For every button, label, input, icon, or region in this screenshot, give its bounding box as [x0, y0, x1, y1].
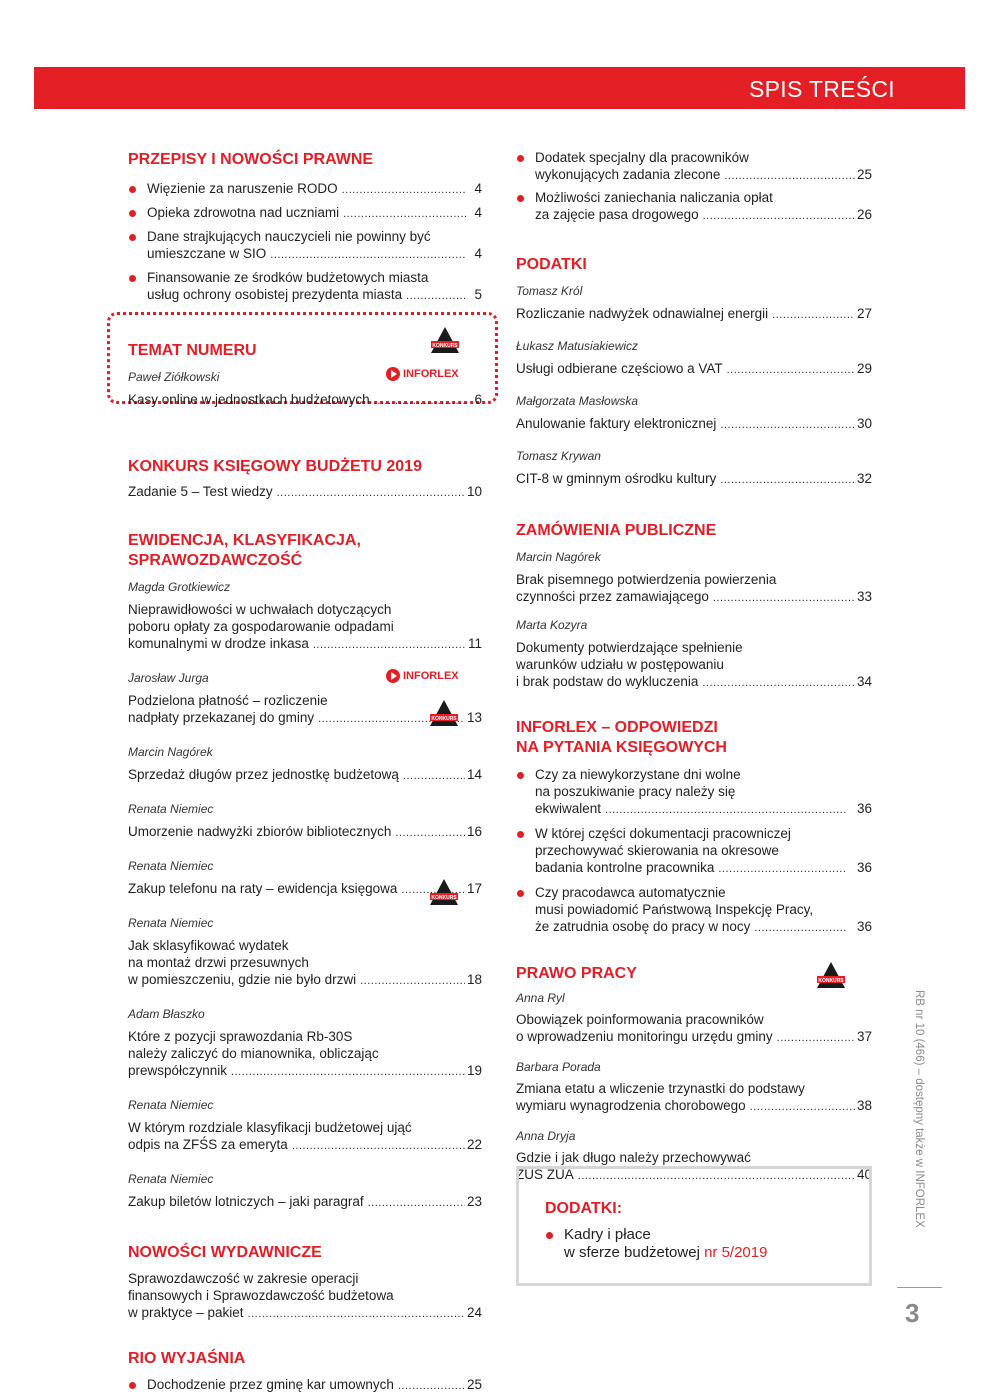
toc-entry-link[interactable]	[128, 601, 482, 654]
section-title: RIO WYJAŚNIA	[128, 1350, 246, 1367]
toc-entry-last-line	[128, 823, 482, 842]
article-author: Jarosław Jurga	[128, 671, 209, 685]
dot-leader	[406, 286, 466, 305]
dot-leader	[374, 391, 466, 410]
toc-entry-link[interactable]	[128, 1119, 482, 1155]
toc-entry-link[interactable]	[128, 1193, 482, 1212]
toc-entry	[516, 549, 872, 607]
section-title-line: SPRAWOZDAWCZOŚĆ	[128, 552, 303, 569]
section-title: ZAMÓWIENIA PUBLICZNE	[516, 522, 717, 539]
section-title-line: NA PYTANIA KSIĘGOWYCH	[516, 739, 727, 756]
page-ref: 38	[856, 1098, 872, 1113]
konkurs-badge	[430, 700, 458, 726]
toc-entry-title: i brak podstaw do wykluczenia	[516, 674, 699, 689]
toc-entry-line: Możliwości zaniechania naliczania opłat	[535, 190, 773, 205]
page-number: 3	[905, 1298, 920, 1328]
toc-entry	[128, 180, 482, 199]
toc-entry-last-line	[516, 360, 872, 379]
konkurs-triangle-icon	[430, 700, 458, 726]
konkurs-triangle-icon	[817, 962, 845, 988]
toc-entry-line: Dane strajkujących nauczycieli nie powinny być	[147, 229, 431, 244]
page-ref: 5	[474, 287, 482, 302]
toc-entry-title: Zakup biletów lotniczych – jaki paragraf	[128, 1194, 364, 1209]
toc-entry-title: Zadanie 5 – Test wiedzy	[128, 484, 273, 499]
supplements-title: DODATKI:	[545, 1200, 623, 1217]
page-ref: 34	[856, 674, 872, 689]
toc-entry-last-line	[535, 859, 872, 878]
dot-leader	[777, 1028, 855, 1047]
toc-entry-line: na montaż drzwi przesuwnych	[128, 955, 309, 970]
toc-entry-line: Jak sklasyfikować wydatek	[128, 938, 289, 953]
page-ref: 17	[466, 881, 482, 896]
toc-entry-link[interactable]	[128, 692, 482, 728]
page-ref: 37	[856, 1029, 872, 1044]
section-title: PODATKI	[516, 256, 587, 273]
toc-entry-last-line	[535, 206, 872, 225]
article-author: Barbara Porada	[516, 1060, 601, 1074]
page-ref: 4	[474, 246, 482, 261]
toc-entry-last-line	[128, 766, 482, 785]
toc-entry	[516, 617, 872, 692]
article-author: Marta Kozyra	[516, 618, 588, 632]
toc-entry-line: finansowych i Sprawozdawczość budżetowa	[128, 1288, 394, 1303]
toc-entry-title: za zajęcie pasa drogowego	[535, 207, 699, 222]
page-ref: 33	[856, 589, 872, 604]
toc-entry-title: komunalnymi w drodze inkasa	[128, 636, 309, 651]
page-ref: 19	[466, 1063, 482, 1078]
toc-entry-line: musi powiadomić Państwową Inspekcję Pracy,	[535, 902, 814, 917]
toc-entry	[516, 283, 872, 324]
toc-entry-title: że zatrudnia osobę do pracy w nocy	[535, 919, 751, 934]
toc-entry	[516, 189, 872, 225]
toc-entry-link[interactable]	[128, 228, 482, 264]
page-ref: 16	[466, 824, 482, 839]
toc-entry-last-line	[128, 391, 482, 410]
toc-entry-link[interactable]	[128, 766, 482, 785]
dot-leader	[605, 800, 846, 819]
dot-leader	[772, 305, 855, 324]
page-ref: 36	[856, 860, 872, 875]
section-title-line: INFORLEX – ODPOWIEDZI	[516, 719, 718, 736]
toc-entry-link[interactable]	[516, 470, 872, 489]
toc-entry-link[interactable]	[128, 269, 482, 305]
toc-entry-title: Kasy online w jednostkach budżetowych	[128, 392, 370, 407]
toc-entry-title: wykonujących zadania zlecone	[535, 167, 721, 182]
toc-entry-line: Sprawozdawczość w zakresie operacji	[128, 1271, 359, 1286]
toc-entry-line: W której części dokumentacji pracowniczej	[535, 826, 791, 841]
toc-entry-last-line	[147, 1376, 482, 1395]
play-icon	[386, 367, 400, 381]
dot-leader	[277, 483, 465, 502]
dot-leader	[395, 823, 465, 842]
toc-entry-link[interactable]	[516, 766, 872, 819]
toc-entry	[128, 915, 482, 990]
inforlex-badge-text: INFORLEX	[403, 670, 459, 682]
toc-entry-title: Opieka zdrowotna nad uczniami	[147, 205, 340, 220]
page-ref: 27	[856, 306, 872, 321]
section-title: PRZEPISY I NOWOŚCI PRAWNE	[128, 151, 374, 168]
toc-entry-link[interactable]	[128, 391, 482, 410]
toc-entry-line: warunków udziału w postępowaniu	[516, 657, 724, 672]
supplements-box	[516, 1166, 872, 1286]
play-icon	[386, 669, 400, 683]
toc-entry-last-line	[535, 166, 872, 185]
page-ref: 10	[466, 484, 482, 499]
toc-entry-link[interactable]	[516, 415, 872, 434]
dot-leader	[398, 1376, 465, 1395]
toc-entry-last-line	[128, 971, 482, 990]
dot-leader	[703, 206, 855, 225]
toc-entry-last-line	[516, 415, 872, 434]
toc-entry-title: Dochodzenie przez gminę kar umownych	[147, 1377, 394, 1392]
toc-entry-line: Finansowanie ze środków budżetowych miasta	[147, 270, 429, 285]
toc-entry-link[interactable]	[516, 189, 872, 225]
toc-entry	[516, 338, 872, 379]
toc-entry	[516, 884, 872, 937]
toc-entry-line: Dodatek specjalny dla pracowników	[535, 150, 749, 165]
toc-entry-title: badania kontrolne pracownika	[535, 860, 715, 875]
toc-entry-last-line	[128, 635, 482, 654]
supplement-issue: nr 5/2019	[704, 1244, 768, 1261]
toc-entry-last-line	[128, 483, 482, 502]
issue-sidebar-text: RB nr 10 (466) – dostępny także w INFORLEX	[913, 990, 925, 1228]
toc-entry-link[interactable]	[128, 180, 482, 199]
page-ref: 24	[466, 1305, 482, 1320]
toc-entry	[128, 483, 482, 502]
dot-leader	[270, 245, 466, 264]
article-author: Renata Niemiec	[128, 802, 214, 816]
toc-entry-link[interactable]	[516, 149, 872, 185]
toc-entry	[516, 766, 872, 819]
toc-entry-link[interactable]	[128, 880, 482, 899]
toc-entry-line: Nieprawidłowości w uchwałach dotyczących	[128, 602, 392, 617]
toc-entry	[128, 204, 482, 223]
page-ref: 23	[466, 1194, 482, 1209]
toc-entry	[128, 1097, 482, 1155]
konkurs-badge-text: KONKURS	[818, 977, 844, 984]
toc-left-column	[128, 145, 482, 1395]
toc-entry-last-line	[147, 180, 482, 199]
page-ref: 4	[474, 205, 482, 220]
toc-entry-link[interactable]	[128, 1270, 482, 1323]
dot-leader	[724, 166, 855, 185]
toc-entry-last-line	[147, 286, 482, 305]
dot-leader	[713, 588, 855, 607]
toc-entry-link[interactable]	[128, 1376, 482, 1395]
toc-entry-link[interactable]	[516, 571, 872, 607]
article-author: Anna Ryl	[516, 991, 565, 1005]
toc-entry-last-line	[128, 1136, 482, 1155]
konkurs-badge	[430, 879, 458, 905]
article-author: Renata Niemiec	[128, 1172, 214, 1186]
toc-entry-last-line	[516, 588, 872, 607]
dot-leader	[360, 971, 465, 990]
dot-leader	[292, 1136, 465, 1155]
toc-entry-line: Dokumenty potwierdzające spełnienie	[516, 640, 743, 655]
page-ref: 6	[474, 392, 482, 407]
dot-leader	[368, 1193, 465, 1212]
supplement-item[interactable]	[545, 1226, 767, 1262]
toc-entry	[516, 1059, 872, 1116]
toc-entry-title: ZUS ZUA	[516, 1167, 574, 1182]
page-ref: 14	[466, 767, 482, 782]
toc-entry-title: Zakup telefonu na raty – ewidencja księgowa	[128, 881, 398, 896]
toc-entry-link[interactable]	[516, 305, 872, 324]
article-author: Marcin Nagórek	[128, 745, 213, 759]
toc-entry-line: Czy za niewykorzystane dni wolne	[535, 767, 741, 782]
toc-entry-line: Czy pracodawca automatycznie	[535, 885, 726, 900]
section-title-line: EWIDENCJA, KLASYFIKACJA,	[128, 532, 361, 549]
article-author: Małgorzata Masłowska	[516, 394, 639, 408]
toc-entry-title: Więzienie za naruszenie RODO	[147, 181, 338, 196]
section-title: KONKURS KSIĘGOWY BUDŻETU 2019	[128, 458, 422, 475]
toc-entry-title: odpis na ZFŚS za emeryta	[128, 1137, 288, 1152]
toc-right-column	[516, 145, 872, 1185]
toc-entry-last-line	[516, 673, 872, 692]
toc-entry-title: w praktyce – pakiet	[128, 1305, 244, 1320]
toc-entry-last-line	[535, 800, 872, 819]
article-author: Renata Niemiec	[128, 859, 214, 873]
toc-entry-line: należy zaliczyć do mianownika, obliczając	[128, 1046, 379, 1061]
toc-entry	[516, 448, 872, 489]
toc-entry-line: Podzielona płatność – rozliczenie	[128, 693, 328, 708]
konkurs-triangle-icon	[431, 327, 459, 353]
dot-leader	[750, 1097, 855, 1116]
article-author: Paweł Ziółkowski	[128, 370, 220, 384]
toc-entry-link[interactable]	[128, 823, 482, 842]
section-title: PRAWO PRACY	[516, 965, 637, 982]
konkurs-badge-text: KONKURS	[432, 342, 458, 349]
toc-entry	[128, 1006, 482, 1081]
article-author: Marcin Nagórek	[516, 550, 601, 564]
toc-entry	[128, 858, 482, 899]
toc-entry-title: prewspółczynnik	[128, 1063, 228, 1078]
toc-entry-title: Anulowanie faktury elektronicznej	[516, 416, 717, 431]
toc-entry-title: w pomieszczeniu, gdzie nie było drzwi	[128, 972, 357, 987]
toc-entry-title: ekwiwalent	[535, 801, 602, 816]
section-title: TEMAT NUMERU	[128, 342, 257, 359]
article-author: Anna Dryja	[516, 1129, 576, 1143]
dot-leader	[313, 635, 466, 654]
toc-entry-title: nadpłaty przekazanej do gminy	[128, 710, 315, 725]
toc-entry	[128, 1171, 482, 1212]
toc-entry-last-line	[128, 1304, 482, 1323]
toc-entry-line: Zmiana etatu a wliczenie trzynastki do podstawy	[516, 1081, 805, 1096]
konkurs-badge	[431, 327, 459, 353]
toc-entry-line: W którym rozdziale klasyfikacji budżetowej ująć	[128, 1120, 412, 1135]
toc-entry	[516, 825, 872, 878]
dot-leader	[720, 470, 855, 489]
page-ref: 25	[466, 1377, 482, 1392]
toc-entry-title: Rozliczanie nadwyżek odnawialnej energii	[516, 306, 769, 321]
toc-entry-line: Obowiązek poinformowania pracowników	[516, 1012, 764, 1027]
page-ref: 40	[856, 1167, 872, 1182]
inforlex-badge	[386, 367, 459, 381]
supplement-line: Kadry i płace	[564, 1226, 651, 1243]
toc-entry-title: wymiaru wynagrodzenia chorobowego	[516, 1098, 746, 1113]
konkurs-badge-text: KONKURS	[431, 894, 457, 901]
page-ref: 29	[856, 361, 872, 376]
section-title: NOWOŚCI WYDAWNICZE	[128, 1244, 322, 1261]
toc-entry-last-line	[128, 1193, 482, 1212]
toc-entry-link[interactable]	[516, 1080, 872, 1116]
toc-entry-last-line	[128, 880, 482, 899]
section-title	[128, 531, 482, 571]
page-ref: 36	[856, 919, 872, 934]
dot-leader	[343, 204, 466, 223]
issue-sidebar	[909, 990, 929, 1260]
toc-entry	[516, 990, 872, 1047]
toc-entry-link[interactable]	[128, 937, 482, 990]
toc-entry-line: Brak pisemnego potwierdzenia powierzenia	[516, 572, 777, 587]
article-author: Tomasz Król	[516, 284, 583, 298]
toc-entry-line: przechowywać skierowania na okresowe	[535, 843, 779, 858]
dot-leader	[342, 180, 466, 199]
toc-entry-title: Usługi odbierane częściowo a VAT	[516, 361, 723, 376]
toc-entry-link[interactable]	[516, 360, 872, 379]
section-title	[516, 718, 872, 758]
article-author: Magda Grotkiewicz	[128, 580, 231, 594]
toc-entry-title: czynności przez zamawiającego	[516, 589, 709, 604]
toc-entry	[128, 1376, 482, 1395]
toc-entry-link[interactable]	[516, 1011, 872, 1047]
toc-entry-title: usług ochrony osobistej prezydenta miasta	[147, 287, 403, 302]
supplement-line: w sferze budżetowej	[564, 1244, 700, 1261]
toc-entry	[128, 579, 482, 654]
page-ref: 32	[856, 471, 872, 486]
toc-entry-line: poboru opłaty za gospodarowanie odpadami	[128, 619, 394, 634]
toc-entry	[516, 393, 872, 434]
page-ref: 36	[856, 801, 872, 816]
toc-entry-last-line	[128, 709, 482, 728]
toc-entry-last-line	[128, 1062, 482, 1081]
toc-entry-title: Sprzedaż długów przez jednostkę budżetową	[128, 767, 399, 782]
toc-entry	[128, 228, 482, 264]
page-ref: 26	[856, 207, 872, 222]
dot-leader	[248, 1304, 465, 1323]
dot-leader	[727, 360, 855, 379]
sidebar-divider	[897, 1287, 942, 1288]
toc-entry-last-line	[147, 204, 482, 223]
dot-leader	[403, 766, 465, 785]
dot-leader	[702, 673, 855, 692]
toc-entry-title: Umorzenie nadwyżki zbiorów bibliotecznych	[128, 824, 392, 839]
toc-entry-link[interactable]	[516, 884, 872, 937]
page-ref: 11	[467, 636, 482, 651]
toc-entry-link[interactable]	[128, 1028, 482, 1081]
toc-entry	[128, 801, 482, 842]
toc-entry-link[interactable]	[516, 825, 872, 878]
toc-entry-last-line	[147, 245, 482, 264]
konkurs-triangle-icon	[430, 879, 458, 905]
article-author: Łukasz Matusiakiewicz	[516, 339, 639, 353]
header-banner	[34, 67, 965, 109]
article-author: Tomasz Krywan	[516, 449, 601, 463]
toc-entry	[516, 149, 872, 185]
toc-entry-link[interactable]	[128, 483, 482, 502]
toc-entry-line: Gdzie i jak długo należy przechowywać	[516, 1150, 751, 1165]
toc-entry-link[interactable]	[516, 639, 872, 692]
konkurs-badge	[817, 962, 845, 988]
page-ref: 25	[856, 167, 872, 182]
toc-entry	[128, 1270, 482, 1323]
toc-entry	[128, 744, 482, 785]
dot-leader	[754, 918, 846, 937]
toc-entry-last-line	[516, 1097, 872, 1116]
page-ref: 4	[474, 181, 482, 196]
page-ref: 13	[466, 710, 482, 725]
toc-entry-last-line	[516, 470, 872, 489]
article-author: Renata Niemiec	[128, 916, 214, 930]
page-title: SPIS TREŚCI	[748, 76, 895, 102]
toc-entry-line: na poszukiwanie pracy należy się	[535, 784, 736, 799]
inforlex-badge-text: INFORLEX	[403, 368, 459, 380]
toc-entry	[128, 269, 482, 305]
toc-entry-last-line	[516, 1028, 872, 1047]
page-ref: 22	[466, 1137, 482, 1152]
article-author: Renata Niemiec	[128, 1098, 214, 1112]
dot-leader	[720, 415, 855, 434]
dot-leader	[718, 859, 846, 878]
toc-entry-line: Które z pozycji sprawozdania Rb-30S	[128, 1029, 353, 1044]
toc-entry-last-line	[535, 918, 872, 937]
article-author: Adam Błaszko	[128, 1007, 205, 1021]
toc-entry-title: o wprowadzeniu monitoringu urzędu gminy	[516, 1029, 773, 1044]
toc-entry-link[interactable]	[128, 204, 482, 223]
toc-entry-title: umieszczane w SIO	[147, 246, 267, 261]
inforlex-badge	[386, 669, 459, 683]
toc-entry-title: CIT-8 w gminnym ośrodku kultury	[516, 471, 717, 486]
konkurs-badge-text: KONKURS	[431, 715, 457, 722]
dot-leader	[231, 1062, 465, 1081]
page-ref: 18	[466, 972, 482, 987]
toc-entry-last-line	[516, 305, 872, 324]
page-ref: 30	[856, 416, 872, 431]
